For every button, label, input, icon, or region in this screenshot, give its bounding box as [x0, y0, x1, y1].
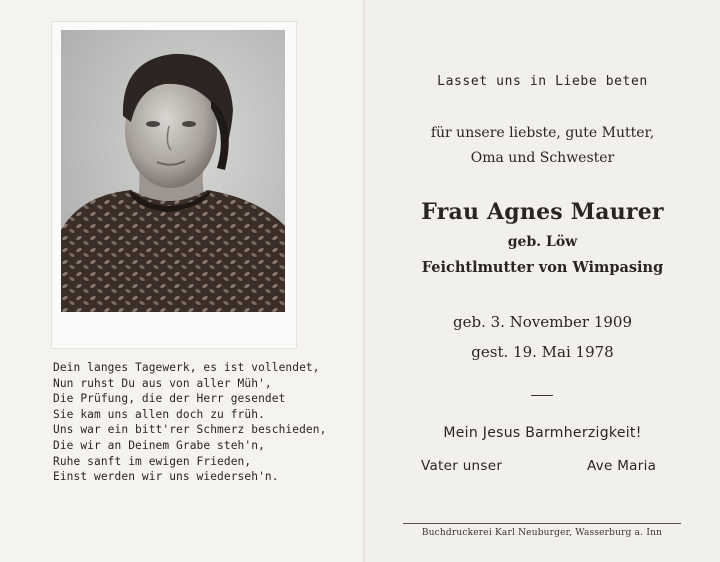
printer-rule	[403, 523, 681, 524]
right-panel	[365, 0, 720, 562]
poem-line: Ruhe sanft im ewigen Frieden,	[53, 454, 252, 468]
separator-dash	[531, 395, 553, 396]
opening-line: Lasset uns in Liebe beten	[437, 74, 648, 89]
maiden-name: geb. Löw	[507, 234, 578, 250]
prayer-vater-unser: Vater unser	[421, 458, 503, 474]
poem-line: Nun ruhst Du aus von aller Müh',	[53, 376, 272, 390]
poem-line: Dein langes Tagewerk, es ist vollendet,	[53, 361, 320, 374]
poem	[53, 360, 353, 485]
deceased-name: Frau Agnes Maurer	[421, 199, 664, 225]
dedication-line: Oma und Schwester	[470, 150, 615, 166]
death-date: gest. 19. Mai 1978	[471, 343, 614, 361]
poem-line: Uns war ein bitt'rer Schmerz beschieden,	[53, 423, 327, 437]
poem-line: Sie kam uns allen doch zu früh.	[53, 407, 265, 421]
prayer-ave-maria: Ave Maria	[587, 458, 657, 474]
house-name: Feichtlmutter von Wimpasing	[421, 259, 664, 276]
birth-date: geb. 3. November 1909	[452, 313, 633, 331]
portrait-photo	[61, 30, 285, 312]
printer-imprint: Buchdruckerei Karl Neuburger, Wasserburg a. Inn	[421, 528, 663, 538]
dedication-line: für unsere liebste, gute Mutter,	[430, 125, 655, 141]
prayer-line: Mein Jesus Barmherzigkeit!	[443, 425, 642, 441]
poem-line: Die Prüfung, die der Herr gesendet	[53, 392, 286, 406]
poem-line: Einst werden wir uns wiederseh'n.	[53, 470, 279, 484]
poem-line: Die wir an Deinem Grabe steh'n,	[53, 438, 265, 452]
